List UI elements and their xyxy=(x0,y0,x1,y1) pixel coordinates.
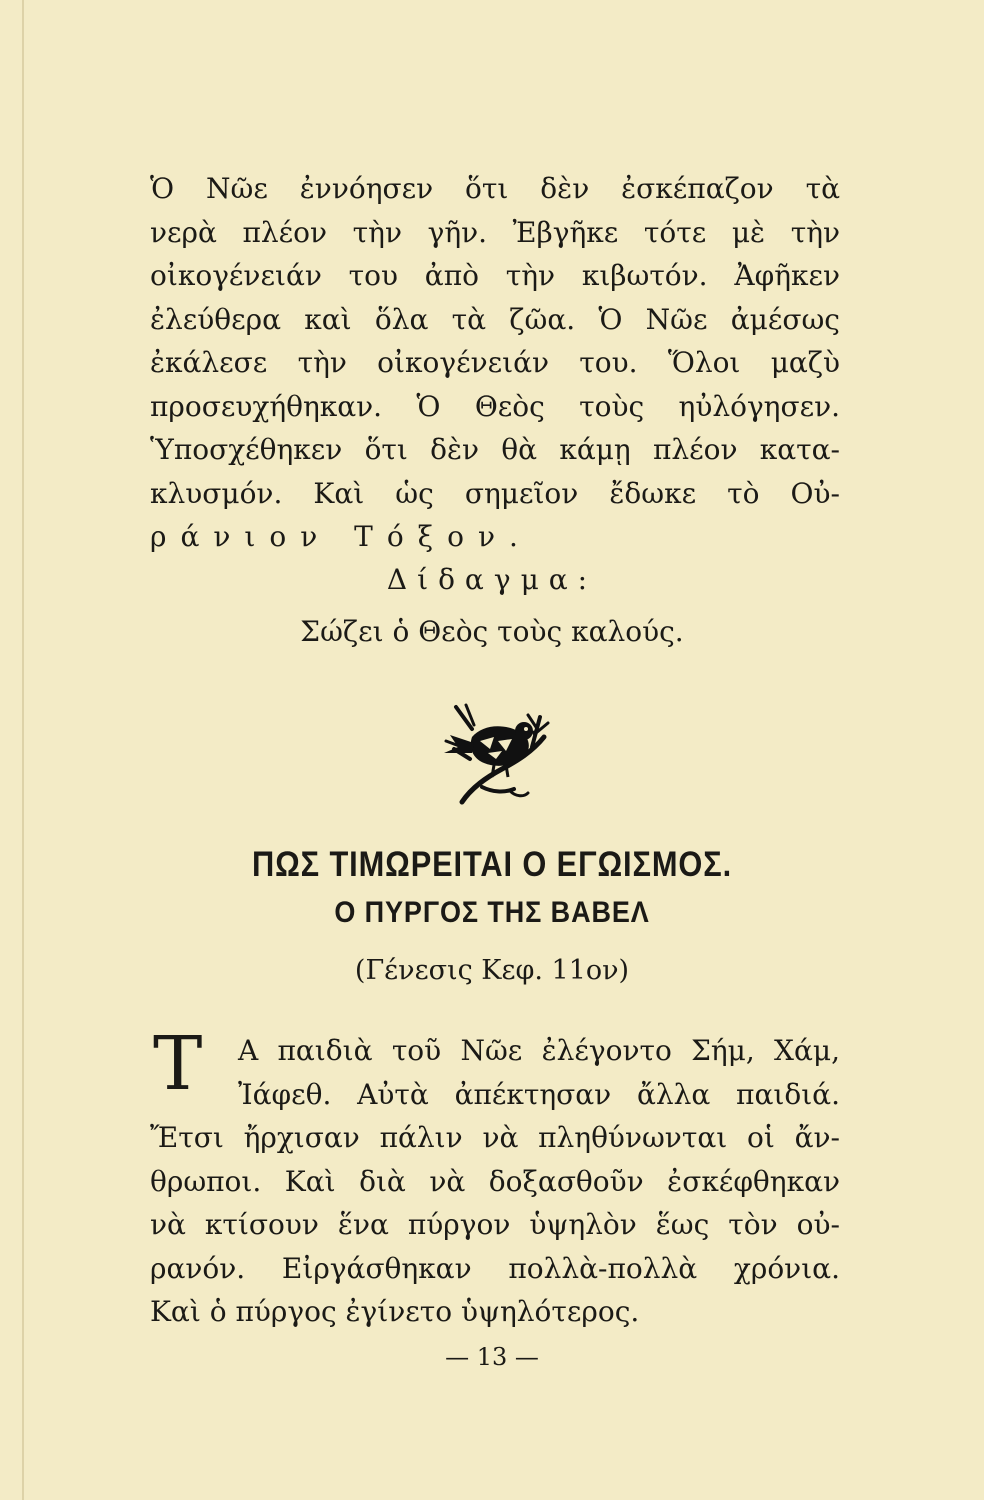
text-line: οἰκογένειάν του ἀπὸ τὴν κιβωτόν. Ἀφῆκεν xyxy=(150,259,840,292)
story-paragraph-2 xyxy=(150,1021,840,1334)
text-line: κλυσμόν. Καὶ ὡς σημεῖον ἔδωκε τὸ Οὐ- xyxy=(150,476,840,510)
text-line: Ὁ Νῶε ἐννόησεν ὅτι δὲν ἐσκέπαζον τὰ xyxy=(150,172,840,205)
page-binding-edge xyxy=(22,0,24,1500)
text-line: ἐκάλεσε τὴν οἰκογένειάν του. Ὅλοι μαζὺ xyxy=(150,346,840,379)
text-line: Ὑποσχέθηκεν ὅτι δὲν θὰ κάμῃ πλέον κατα- xyxy=(150,433,840,466)
text-line: θρωποι. Καὶ διὰ νὰ δοξασθοῦν ἐσκέφθηκαν xyxy=(150,1164,840,1198)
drop-cap: Τ xyxy=(153,1021,203,1107)
section-subheading: Ο ΠΥΡΓΟΣ ΤΗΣ ΒΑΒΕΛ xyxy=(334,896,650,929)
text-line: Α παιδιὰ τοῦ Νῶε ἐλέγοντο Σήμ, Χάμ, xyxy=(238,1034,840,1067)
text-line: Ἔτσι ἤρχισαν πάλιν νὰ πληθύνωνται οἱ ἄν- xyxy=(150,1121,840,1154)
text-line: ρανόν. Εἰργάσθηκαν πολλὰ-πολλὰ χρόνια. xyxy=(150,1251,840,1285)
scripture-reference: (Γένεσις Κεφ. 11ον) xyxy=(354,955,630,986)
text-line: νὰ κτίσουν ἕνα πύργον ὑψηλὸν ἕως τὸν οὐ- xyxy=(150,1208,840,1241)
story-paragraph-1 xyxy=(150,167,840,559)
text-line: νερὰ πλέον τὴν γῆν. Ἐβγῆκε τότε μὲ τὴν xyxy=(150,215,840,249)
text-line: ἐλεύθερα καὶ ὅλα τὰ ζῶα. Ὁ Νῶε ἀμέσως xyxy=(150,302,840,336)
bird-on-branch-icon xyxy=(432,697,552,807)
lesson-title: Δίδαγμα: xyxy=(386,563,598,596)
text-line: ράνιον Τόξον. xyxy=(150,520,532,553)
text-line: Ἰάφεθ. Αὐτὰ ἀπέκτησαν ἄλλα παιδιά. xyxy=(238,1077,840,1111)
text-line: Καὶ ὁ πύργος ἐγίνετο ὑψηλότερος. xyxy=(150,1295,640,1328)
section-heading: ΠΩΣ ΤΙΜΩΡΕΙΤΑΙ Ο ΕΓΩΙΣΜΟΣ. xyxy=(251,845,733,884)
text-line: προσευχήθηκαν. Ὁ Θεὸς τοὺς ηὐλόγησεν. xyxy=(150,389,840,423)
page-number: — 13 — xyxy=(445,1343,539,1371)
lesson-text: Σώζει ὁ Θεὸς τοὺς καλούς. xyxy=(300,615,684,648)
